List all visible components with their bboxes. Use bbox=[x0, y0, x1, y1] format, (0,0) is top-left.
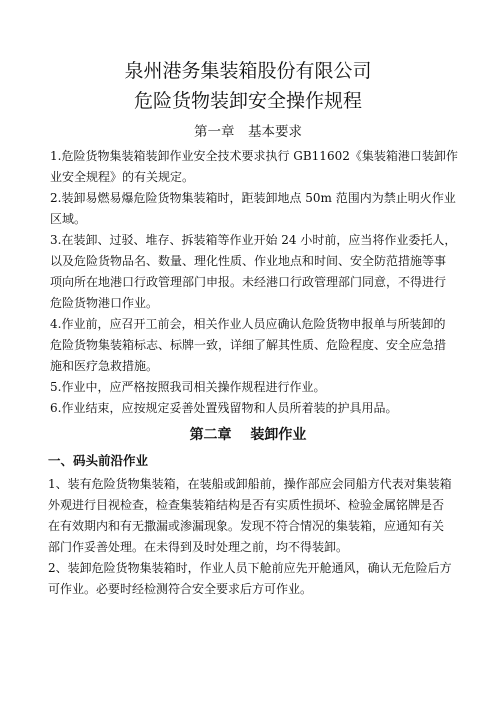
text-line: 6.作业结束，应按规定妥善处置残留物和人员所着装的护具用品。 bbox=[50, 401, 398, 415]
ch1-paragraph-5 bbox=[50, 377, 440, 398]
text-line: 危险货物集装箱标志、标牌一致，详细了解其性质、危险程度、安全应急措 bbox=[50, 338, 447, 352]
text-line: 可作业。必要时经检测符合安全要求后方可作业。 bbox=[48, 582, 313, 596]
ch2-paragraph-2 bbox=[48, 558, 452, 600]
ch1-paragraph-2 bbox=[50, 188, 456, 230]
text-line: 外观进行目视检查，检查集装箱结构是否有实质性损坏、检验金属铭牌是否 bbox=[48, 498, 445, 512]
chapter-2-heading: 第二章 装卸作业 bbox=[189, 427, 307, 443]
text-line: 在有效期内和有无撒漏或渗漏现象。发现不符合情况的集装箱，应通知有关 bbox=[48, 519, 445, 533]
text-line: 以及危险货物品名、数量、理化性质、作业地点和时间、安全防范措施等事 bbox=[50, 254, 447, 268]
company-name: 泉州港务集装箱股份有限公司 bbox=[124, 60, 372, 82]
ch1-paragraph-3 bbox=[50, 230, 457, 314]
ch1-paragraph-1 bbox=[50, 146, 458, 188]
text-line: 施和医疗急救措施。 bbox=[50, 359, 159, 373]
document-title: 危险货物装卸安全操作规程 bbox=[133, 90, 362, 112]
section-heading: 一、码头前沿作业 bbox=[48, 453, 149, 468]
ch2-paragraph-1 bbox=[48, 474, 452, 558]
text-line: 业安全规程》的有关规定。 bbox=[50, 170, 195, 184]
text-line: 4.作业前，应召开工前会，相关作业人员应确认危险货物申报单与所装卸的 bbox=[50, 317, 446, 331]
text-line: 3.在装卸、过驳、堆存、拆装箱等作业开始 24 小时前，应当将作业委托人， bbox=[50, 233, 457, 247]
ch1-paragraph-4 bbox=[50, 314, 447, 377]
text-line: 部门作妥善处理。在未得到及时处理之前，均不得装卸。 bbox=[48, 540, 349, 554]
ch1-paragraph-6 bbox=[50, 398, 440, 419]
text-line: 2.装卸易燃易爆危险货物集装箱时，距装卸地点 50m 范围内为禁止明火作业 bbox=[50, 191, 456, 205]
text-line: 区域。 bbox=[50, 212, 87, 226]
chapter-1-heading: 第一章 基本要求 bbox=[194, 124, 302, 140]
text-line: 5.作业中，应严格按照我司相关操作规程进行作业。 bbox=[50, 380, 326, 394]
text-line: 危险货物港口作业。 bbox=[50, 296, 159, 310]
text-line: 1.危险货物集装箱装卸作业安全技术要求执行 GB11602《集装箱港口装卸作 bbox=[50, 149, 458, 163]
text-line: 1、装有危险货物集装箱，在装船或卸船前，操作部应会同船方代表对集装箱 bbox=[48, 477, 452, 491]
text-line: 项向所在地港口行政管理部门申报。未经港口行政管理部门同意，不得进行 bbox=[50, 275, 447, 289]
text-line: 2、装卸危险货物集装箱时，作业人员下舱前应先开舱通风，确认无危险后方 bbox=[48, 561, 452, 575]
